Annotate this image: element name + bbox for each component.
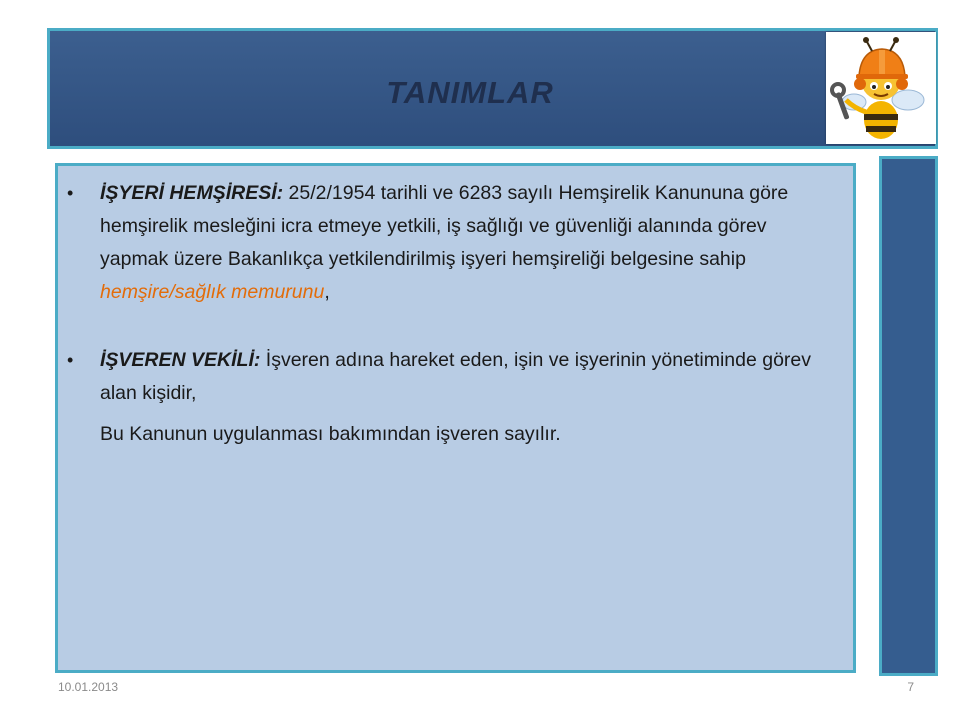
content-panel xyxy=(55,163,856,673)
definition-text: İşveren adına hareket eden, işin ve işyerinin yönetiminde görev alan kişidir, xyxy=(100,349,812,404)
term-label: İŞYERİ HEMŞİRESİ: xyxy=(100,182,284,204)
bullet: • xyxy=(67,183,74,203)
title-band xyxy=(47,28,938,149)
definition-text-end: , xyxy=(324,281,330,303)
page-number: 7 xyxy=(907,680,914,694)
logo xyxy=(826,32,936,144)
definition-text: 25/2/1954 tarihli ve 6283 sayılı Hemşirelik Kanununa göre hemşirelik mesleğini icra etmeye yetkili, iş sağlığı ve güvenliği alanında görev yapmak üzere Bakanlıkça yetkilendirilmiş işyeri hemşireliği belgesine sahip xyxy=(100,182,789,270)
definition-continuation: Bu Kanunun uygulanması bakımından işveren sayılır. xyxy=(100,423,561,445)
footer-date: 10.01.2013 xyxy=(58,680,119,694)
term-label: İŞVEREN VEKİLİ: xyxy=(100,349,261,371)
slide-title: TANIMLAR xyxy=(386,75,554,110)
side-decor-bar xyxy=(879,156,938,676)
definition-item-isyeri-hemsiresi xyxy=(67,177,835,309)
bee-worker-mascot-icon xyxy=(826,32,936,144)
bullet: • xyxy=(67,350,74,370)
highlighted-text: hemşire/sağlık memurunu xyxy=(100,281,325,303)
definition-item-isveren-vekili xyxy=(67,344,835,410)
